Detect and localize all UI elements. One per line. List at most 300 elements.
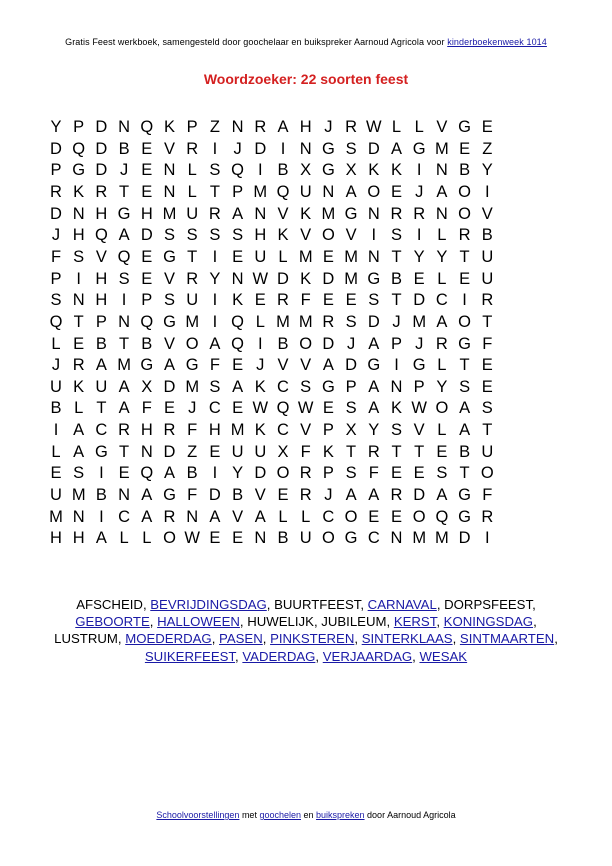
grid-letter: C bbox=[322, 507, 335, 526]
grid-letter: I bbox=[212, 247, 218, 266]
grid-letter: I bbox=[462, 291, 467, 310]
grid-letter: A bbox=[209, 507, 221, 526]
grid-letter: E bbox=[232, 356, 244, 375]
grid-letter: L bbox=[278, 507, 288, 526]
grid-letter: S bbox=[209, 226, 221, 245]
grid-letter: D bbox=[254, 464, 267, 483]
word-sintmaarten[interactable]: SINTMAARTEN bbox=[459, 631, 555, 647]
grid-letter: U bbox=[254, 247, 267, 266]
grid-letter: A bbox=[436, 312, 448, 331]
grid-letter: F bbox=[482, 486, 493, 505]
grid-letter: P bbox=[50, 269, 62, 288]
footer-text-2: en bbox=[301, 810, 317, 820]
grid-letter: M bbox=[185, 312, 200, 331]
grid-letter: D bbox=[208, 486, 221, 505]
grid-letter: M bbox=[412, 529, 427, 548]
grid-letter: V bbox=[163, 269, 175, 288]
grid-letter: X bbox=[277, 442, 289, 461]
grid-letter: J bbox=[119, 161, 129, 180]
grid-letter: A bbox=[436, 486, 448, 505]
grid-letter: R bbox=[435, 334, 448, 353]
grid-letter: G bbox=[344, 529, 358, 548]
grid-letter: X bbox=[300, 161, 312, 180]
grid-letter: D bbox=[413, 486, 426, 505]
grid-letter: K bbox=[277, 226, 289, 245]
grid-letter: V bbox=[232, 507, 244, 526]
grid-letter: O bbox=[299, 334, 313, 353]
grid-letter: S bbox=[186, 226, 198, 245]
grid-letter: L bbox=[391, 118, 402, 136]
grid-letter: I bbox=[280, 139, 286, 158]
grid-letter: T bbox=[414, 442, 425, 461]
grid-letter: T bbox=[187, 247, 198, 266]
grid-letter: J bbox=[233, 139, 242, 158]
grid-letter: J bbox=[256, 356, 265, 375]
grid-letter: T bbox=[209, 182, 220, 201]
grid-letter: E bbox=[459, 269, 471, 288]
grid-letter: C bbox=[367, 529, 380, 548]
grid-letter: T bbox=[391, 442, 402, 461]
grid-letter: O bbox=[412, 507, 426, 526]
word-koningsdag[interactable]: KONINGSDAG bbox=[443, 614, 534, 630]
grid-letter: E bbox=[232, 247, 244, 266]
grid-letter: K bbox=[322, 442, 334, 461]
grid-letter: M bbox=[298, 312, 313, 331]
word-moederdag[interactable]: MOEDERDAG bbox=[125, 631, 212, 647]
word-separator: , bbox=[436, 614, 444, 630]
grid-letter: I bbox=[485, 182, 490, 201]
grid-letter: I bbox=[258, 334, 263, 353]
grid-letter: U bbox=[299, 182, 312, 201]
grid-letter: G bbox=[185, 356, 199, 375]
grid-letter: E bbox=[322, 291, 334, 310]
grid-letter: I bbox=[485, 529, 490, 548]
grid-letter: V bbox=[277, 204, 289, 223]
grid-letter: V bbox=[345, 226, 357, 245]
grid-letter: D bbox=[163, 377, 176, 396]
grid-letter: Y bbox=[436, 247, 448, 266]
grid-letter: D bbox=[345, 356, 358, 375]
grid-letter: Q bbox=[140, 464, 154, 483]
grid-letter: L bbox=[142, 529, 152, 548]
grid-letter: Q bbox=[231, 312, 245, 331]
grid-letter: M bbox=[344, 247, 358, 266]
grid-letter: J bbox=[324, 118, 333, 136]
grid-letter: O bbox=[321, 226, 335, 245]
word-separator: , bbox=[452, 631, 460, 647]
grid-letter: S bbox=[481, 399, 493, 418]
grid-letter: T bbox=[459, 464, 470, 483]
grid-letter: S bbox=[163, 291, 175, 310]
grid-letter: G bbox=[458, 507, 472, 526]
grid-letter: I bbox=[416, 161, 422, 180]
grid-letter: R bbox=[186, 269, 199, 288]
grid-letter: E bbox=[390, 182, 402, 201]
grid-letter: F bbox=[141, 399, 152, 418]
grid-letter: S bbox=[345, 464, 357, 483]
grid-letter: G bbox=[321, 139, 335, 158]
grid-letter: I bbox=[121, 291, 127, 310]
grid-letter: S bbox=[163, 226, 175, 245]
grid-letter: R bbox=[481, 507, 494, 526]
grid-letter: I bbox=[212, 464, 218, 483]
grid-letter: C bbox=[208, 399, 221, 418]
grid-letter: D bbox=[458, 529, 471, 548]
grid-letter: S bbox=[209, 161, 221, 180]
grid-letter: Q bbox=[49, 312, 63, 331]
grid-letter: L bbox=[51, 334, 61, 353]
grid-letter: I bbox=[212, 139, 218, 158]
grid-letter: G bbox=[458, 486, 472, 505]
word-separator: , bbox=[532, 597, 536, 612]
grid-letter: E bbox=[481, 118, 493, 136]
grid-letter: G bbox=[412, 139, 426, 158]
grid-letter: E bbox=[254, 291, 266, 310]
grid-letter: V bbox=[95, 247, 107, 266]
grid-letter: E bbox=[141, 161, 153, 180]
grid-letter: E bbox=[277, 486, 289, 505]
grid-letter: Y bbox=[368, 421, 380, 440]
grid-letter: B bbox=[277, 529, 289, 548]
grid-letter: S bbox=[345, 312, 357, 331]
grid-letter: R bbox=[163, 507, 176, 526]
grid-letter: B bbox=[118, 139, 130, 158]
grid-letter: E bbox=[345, 291, 357, 310]
grid-letter: E bbox=[413, 464, 425, 483]
grid-letter: N bbox=[186, 507, 199, 526]
grid-letter: T bbox=[119, 182, 130, 201]
grid-letter: A bbox=[277, 118, 289, 136]
grid-letter: U bbox=[95, 377, 108, 396]
grid-letter: K bbox=[73, 377, 85, 396]
grid-letter: N bbox=[322, 182, 335, 201]
grid-letter: V bbox=[163, 334, 175, 353]
grid-letter: T bbox=[119, 442, 130, 461]
grid-letter: R bbox=[208, 204, 221, 223]
grid-letter: Q bbox=[231, 334, 245, 353]
word-sinterklaas[interactable]: SINTERKLAAS bbox=[361, 631, 453, 647]
grid-letter: V bbox=[436, 118, 448, 136]
word-vaderdag[interactable]: VADERDAG bbox=[242, 648, 316, 664]
grid-letter: M bbox=[276, 312, 290, 331]
word-geboorte[interactable]: GEBOORTE bbox=[75, 614, 150, 630]
grid-letter: H bbox=[254, 226, 267, 245]
word-wesak[interactable]: WESAK bbox=[419, 648, 468, 664]
grid-letter: P bbox=[95, 312, 107, 331]
grid-letter: I bbox=[53, 421, 59, 440]
schoolvoorstellingen-link[interactable]: Schoolvoorstellingen bbox=[156, 810, 240, 820]
grid-letter: N bbox=[72, 507, 85, 526]
grid-letter: G bbox=[94, 442, 108, 461]
grid-letter: B bbox=[277, 334, 289, 353]
grid-letter: F bbox=[300, 442, 311, 461]
grid-letter: B bbox=[95, 334, 107, 353]
grid-letter: P bbox=[73, 118, 85, 136]
grid-letter: Q bbox=[117, 247, 131, 266]
word-dorpsfeest: DORPSFEEST bbox=[444, 597, 533, 612]
grid-letter: K bbox=[390, 399, 402, 418]
word-suikerfeest[interactable]: SUIKERFEEST bbox=[144, 648, 236, 664]
grid-letter: M bbox=[230, 421, 245, 440]
grid-letter: I bbox=[212, 312, 218, 331]
grid-letter: J bbox=[188, 399, 197, 418]
grid-letter: K bbox=[390, 161, 402, 180]
word-jubileum: JUBILEUM bbox=[321, 614, 387, 630]
word-halloween[interactable]: HALLOWEEN bbox=[157, 614, 240, 630]
grid-letter: E bbox=[232, 529, 244, 548]
grid-letter: I bbox=[371, 226, 377, 245]
grid-letter: E bbox=[141, 139, 153, 158]
grid-letter: N bbox=[390, 529, 403, 548]
grid-letter: X bbox=[345, 161, 357, 180]
grid-letter: E bbox=[141, 182, 153, 201]
grid-letter: R bbox=[345, 118, 358, 136]
grid-letter: A bbox=[163, 356, 175, 375]
grid-letter: J bbox=[415, 182, 424, 201]
grid-letter: U bbox=[231, 442, 244, 461]
page-title: Woordzoeker: 22 soorten feest bbox=[203, 71, 409, 87]
grid-letter: R bbox=[413, 204, 426, 223]
grid-letter: S bbox=[50, 291, 62, 310]
grid-letter: E bbox=[141, 247, 153, 266]
grid-letter: K bbox=[300, 269, 312, 288]
grid-letter: D bbox=[95, 161, 108, 180]
grid-letter: E bbox=[322, 247, 334, 266]
grid-letter: B bbox=[277, 161, 289, 180]
grid-letter: B bbox=[459, 161, 471, 180]
grid-letter: M bbox=[435, 139, 449, 158]
grid-letter: E bbox=[209, 529, 221, 548]
grid-letter: R bbox=[390, 486, 403, 505]
grid-letter: E bbox=[209, 442, 221, 461]
grid-letter: G bbox=[344, 204, 358, 223]
grid-letter: E bbox=[141, 269, 153, 288]
grid-letter: E bbox=[73, 334, 85, 353]
word-separator: , bbox=[235, 648, 243, 664]
grid-letter: A bbox=[322, 356, 334, 375]
grid-letter: T bbox=[346, 442, 357, 461]
grid-letter: E bbox=[481, 356, 493, 375]
grid-letter: T bbox=[482, 421, 493, 440]
grid-letter: C bbox=[95, 421, 108, 440]
grid-letter: A bbox=[118, 399, 130, 418]
grid-letter: I bbox=[416, 226, 422, 245]
grid-letter: L bbox=[255, 312, 265, 331]
word-carnaval[interactable]: CARNAVAL bbox=[367, 597, 437, 612]
grid-letter: T bbox=[73, 312, 84, 331]
grid-letter: P bbox=[390, 334, 402, 353]
grid-letter: B bbox=[50, 399, 62, 418]
word-pinksteren[interactable]: PINKSTEREN bbox=[270, 631, 355, 647]
grid-letter: K bbox=[163, 118, 175, 136]
grid-letter: K bbox=[232, 291, 244, 310]
kinderboekenweek-link[interactable]: kinderboekenweek 1014 bbox=[447, 37, 547, 47]
grid-letter: D bbox=[140, 226, 153, 245]
grid-letter: O bbox=[185, 334, 199, 353]
grid-letter: V bbox=[163, 139, 175, 158]
grid-letter: V bbox=[300, 421, 312, 440]
footer-text-3: door Aarnoud Agricola bbox=[364, 810, 456, 820]
grid-letter: S bbox=[345, 139, 357, 158]
grid-letter: Y bbox=[413, 247, 425, 266]
word-bevrijdingsdag[interactable]: BEVRIJDINGSDAG bbox=[150, 597, 267, 612]
grid-letter: M bbox=[71, 486, 86, 505]
grid-letter: D bbox=[413, 291, 426, 310]
word-separator: , bbox=[211, 631, 220, 647]
grid-letter: R bbox=[299, 486, 312, 505]
grid-letter: M bbox=[435, 529, 449, 548]
grid-letter: W bbox=[411, 399, 427, 418]
buikspreken-link[interactable]: buikspreken bbox=[316, 810, 365, 820]
grid-letter: G bbox=[163, 247, 176, 266]
grid-letter: A bbox=[459, 399, 471, 418]
grid-letter: A bbox=[368, 399, 380, 418]
word-lustrum: LUSTRUM bbox=[54, 631, 118, 647]
grid-letter: I bbox=[212, 291, 218, 310]
grid-letter: R bbox=[390, 204, 403, 223]
grid-letter: H bbox=[208, 421, 221, 440]
grid-letter: R bbox=[299, 464, 312, 483]
grid-letter: H bbox=[72, 226, 85, 245]
grid-letter: N bbox=[231, 118, 244, 136]
grid-letter: J bbox=[415, 334, 424, 353]
grid-letter: A bbox=[95, 356, 107, 375]
grid-letter: U bbox=[254, 442, 267, 461]
grid-letter: K bbox=[254, 421, 266, 440]
grid-letter: A bbox=[118, 377, 130, 396]
grid-letter: X bbox=[345, 421, 357, 440]
grid-letter: B bbox=[186, 464, 198, 483]
footer-text-1: met bbox=[239, 810, 260, 820]
grid-letter: P bbox=[186, 118, 198, 136]
grid-letter: H bbox=[95, 269, 108, 288]
grid-letter: K bbox=[73, 182, 85, 201]
word-separator: , bbox=[117, 631, 126, 647]
page-footer bbox=[0, 810, 612, 820]
grid-letter: D bbox=[95, 139, 108, 158]
grid-letter: Q bbox=[435, 507, 449, 526]
grid-letter: W bbox=[252, 269, 269, 288]
grid-letter: V bbox=[300, 226, 312, 245]
word-separator: , bbox=[315, 648, 323, 664]
grid-letter: B bbox=[141, 334, 153, 353]
grid-letter: A bbox=[95, 529, 107, 548]
grid-letter: D bbox=[367, 312, 380, 331]
grid-letter: S bbox=[345, 399, 357, 418]
word-separator: , bbox=[386, 614, 394, 630]
word-kerst[interactable]: KERST bbox=[393, 614, 437, 630]
word-separator: , bbox=[412, 648, 420, 664]
grid-letter: D bbox=[50, 204, 62, 223]
grid-letter: S bbox=[118, 269, 130, 288]
grid-letter: R bbox=[118, 421, 131, 440]
grid-letter: A bbox=[368, 377, 380, 396]
grid-letter: U bbox=[50, 377, 62, 396]
grid-letter: L bbox=[51, 442, 61, 461]
word-separator: , bbox=[533, 614, 537, 630]
grid-letter: F bbox=[482, 334, 493, 353]
grid-letter: M bbox=[298, 247, 313, 266]
grid-letter: O bbox=[344, 507, 358, 526]
grid-letter: K bbox=[254, 377, 266, 396]
grid-letter: Z bbox=[482, 139, 493, 158]
grid-letter: M bbox=[162, 204, 177, 223]
grid-letter: E bbox=[163, 399, 175, 418]
grid-letter: E bbox=[50, 464, 62, 483]
word-separator: , bbox=[239, 614, 248, 630]
grid-letter: S bbox=[73, 247, 85, 266]
word-verjaardag[interactable]: VERJAARDAG bbox=[322, 648, 413, 664]
grid-letter: S bbox=[390, 421, 402, 440]
grid-letter: C bbox=[277, 421, 289, 440]
grid-letter: Q bbox=[140, 312, 154, 331]
grid-letter: F bbox=[368, 464, 379, 483]
grid-letter: M bbox=[185, 377, 200, 396]
grid-letter: O bbox=[163, 529, 176, 548]
grid-letter: J bbox=[51, 356, 61, 375]
grid-letter: G bbox=[140, 356, 154, 375]
grid-letter: L bbox=[414, 118, 424, 136]
grid-letter: S bbox=[390, 226, 402, 245]
grid-letter: S bbox=[232, 226, 244, 245]
grid-letter: N bbox=[118, 486, 131, 505]
goochelen-link[interactable]: goochelen bbox=[259, 810, 301, 820]
grid-letter: T bbox=[391, 247, 402, 266]
grid-letter: P bbox=[141, 291, 153, 310]
grid-letter: N bbox=[118, 118, 131, 136]
grid-letter: K bbox=[300, 204, 312, 223]
grid-letter: H bbox=[50, 529, 62, 548]
grid-letter: O bbox=[276, 464, 290, 483]
grid-letter: N bbox=[163, 161, 176, 180]
grid-letter: P bbox=[413, 377, 425, 396]
grid-letter: H bbox=[95, 204, 108, 223]
grid-letter: C bbox=[118, 507, 131, 526]
grid-letter: W bbox=[297, 399, 314, 418]
grid-letter: G bbox=[163, 486, 176, 505]
grid-letter: V bbox=[300, 356, 312, 375]
grid-letter: Z bbox=[187, 442, 198, 461]
grid-letter: N bbox=[140, 442, 153, 461]
grid-letter: T bbox=[459, 247, 470, 266]
grid-letter: V bbox=[254, 486, 266, 505]
grid-letter: T bbox=[119, 334, 130, 353]
grid-letter: I bbox=[394, 356, 399, 375]
grid-letter: B bbox=[459, 442, 471, 461]
grid-letter: E bbox=[390, 507, 402, 526]
word-pasen[interactable]: PASEN bbox=[219, 631, 263, 647]
word-separator: , bbox=[149, 614, 158, 630]
grid-letter: N bbox=[163, 182, 176, 201]
grid-letter: A bbox=[436, 182, 448, 201]
word-separator: , bbox=[266, 597, 275, 612]
grid-letter: M bbox=[321, 204, 336, 223]
grid-letter: I bbox=[99, 507, 104, 526]
grid-letter: T bbox=[482, 312, 493, 331]
grid-letter: T bbox=[391, 291, 402, 310]
grid-letter: R bbox=[72, 356, 85, 375]
grid-letter: S bbox=[300, 377, 312, 396]
grid-letter: U bbox=[299, 529, 312, 548]
grid-letter: H bbox=[72, 529, 85, 548]
grid-letter: H bbox=[140, 421, 153, 440]
grid-letter: U bbox=[186, 291, 199, 310]
grid-letter: O bbox=[321, 529, 335, 548]
grid-letter: L bbox=[437, 226, 447, 245]
grid-letter: G bbox=[117, 204, 131, 223]
grid-letter: D bbox=[322, 334, 335, 353]
grid-letter: R bbox=[95, 182, 108, 201]
